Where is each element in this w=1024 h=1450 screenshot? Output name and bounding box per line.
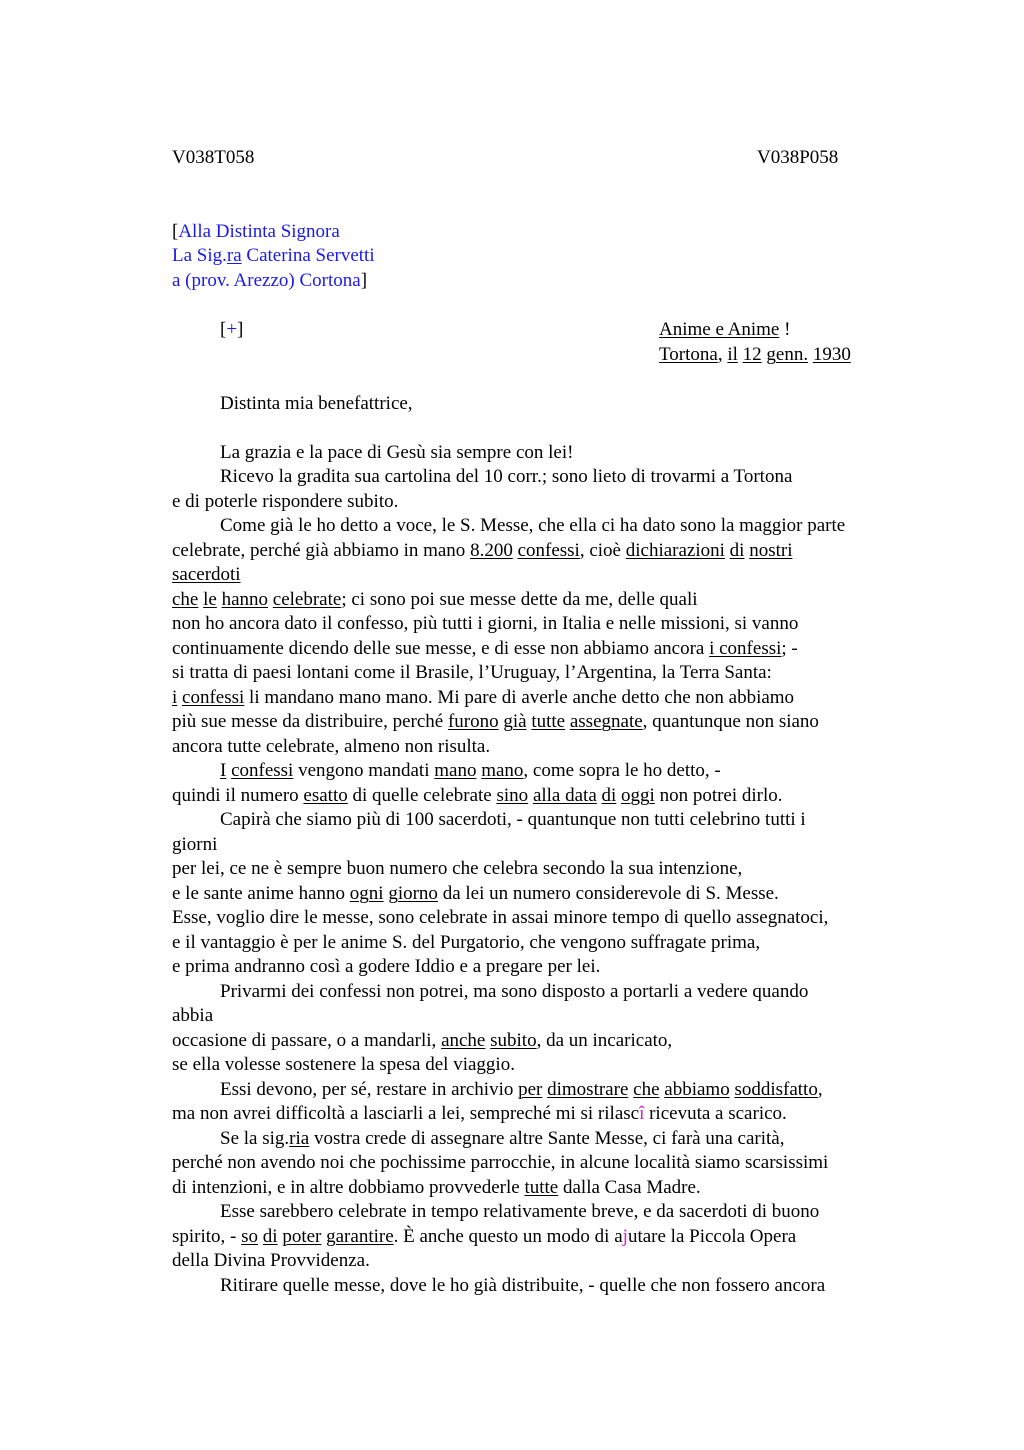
body-line: per lei, ce ne è sempre buon numero che celebra secondo la sua intenzione, [172, 858, 743, 879]
body-line: celebrate, perché già abbiamo in mano 8.200 confessi, cioè dichiarazioni di nostri [172, 540, 793, 561]
body-line: della Divina Provvidenza. [172, 1250, 370, 1271]
body-line: se ella volesse sostenere la spesa del viaggio. [172, 1054, 515, 1075]
place-date: Tortona, il 12 genn. 1930 [659, 344, 851, 365]
salutation: Distinta mia benefattrice, [220, 393, 413, 414]
body-line: che le hanno celebrate; ci sono poi sue messe dette da me, delle quali [172, 589, 698, 610]
body-line: e prima andranno così a godere Iddio e a pregare per lei. [172, 956, 601, 977]
body-line: e il vantaggio è per le anime S. del Purgatorio, che vengono suffragate prima, [172, 932, 761, 953]
motto: Anime e Anime ! [659, 319, 791, 340]
body-line: La grazia e la pace di Gesù sia sempre con lei! [220, 442, 574, 463]
document-code-right: V038P058 [757, 147, 839, 168]
address-line-2: La Sig.ra Caterina Servetti [172, 245, 375, 266]
body-line: ma non avrei difficoltà a lasciarli a lei, sempreché mi si rilascî ricevuta a scarico. [172, 1103, 787, 1124]
body-line: Ricevo la gradita sua cartolina del 10 corr.; sono lieto di trovarmi a Tortona [220, 466, 793, 487]
body-line: Se la sig.ria vostra crede di assegnare altre Sante Messe, ci farà una carità, [220, 1128, 785, 1149]
document-code-left: V038T058 [172, 147, 255, 168]
body-line: abbia [172, 1005, 214, 1026]
body-line: Come già le ho detto a voce, le S. Messe, che ella ci ha dato sono la maggior parte [220, 515, 846, 536]
body-line: e di poterle rispondere subito. [172, 491, 399, 512]
body-line: e le sante anime hanno ogni giorno da lei un numero considerevole di S. Messe. [172, 883, 779, 904]
address-line-3: a (prov. Arezzo) Cortona] [172, 270, 368, 291]
body-line: sacerdoti [172, 564, 241, 585]
body-line: Esse sarebbero celebrate in tempo relativamente breve, e da sacerdoti di buono [220, 1201, 820, 1222]
body-line: Ritirare quelle messe, dove le ho già distribuite, - quelle che non fossero ancora [220, 1275, 826, 1296]
address-line-1: [Alla Distinta Signora [172, 221, 340, 242]
body-line: perché non avendo noi che pochissime parrocchie, in alcune località siamo scarsissimi [172, 1152, 829, 1173]
body-line: Essi devono, per sé, restare in archivio per dimostrare che abbiamo soddisfatto, [220, 1079, 823, 1100]
cross-mark: [+] [220, 319, 244, 340]
body-line: giorni [172, 834, 218, 855]
body-line: Privarmi dei confessi non potrei, ma sono disposto a portarli a vedere quando [220, 981, 809, 1002]
body-line: non ho ancora dato il confesso, più tutti i giorni, in Italia e nelle missioni, si vanno [172, 613, 799, 634]
body-line: i confessi li mandano mano mano. Mi pare di averle anche detto che non abbiamo [172, 687, 795, 708]
body-line: Capirà che siamo più di 100 sacerdoti, - quantunque non tutti celebrino tutti i [220, 809, 806, 830]
body-line: occasione di passare, o a mandarli, anche subito, da un incaricato, [172, 1030, 673, 1051]
body-line: I confessi vengono mandati mano mano, come sopra le ho detto, - [220, 760, 721, 781]
body-line: più sue messe da distribuire, perché furono già tutte assegnate, quantunque non siano [172, 711, 819, 732]
body-line: ancora tutte celebrate, almeno non risulta. [172, 736, 491, 757]
body-line: Esse, voglio dire le messe, sono celebrate in assai minore tempo di quello assegnatoci, [172, 907, 829, 928]
body-line: di intenzioni, e in altre dobbiamo provvederle tutte dalla Casa Madre. [172, 1177, 701, 1198]
body-line: spirito, - so di poter garantire. È anche questo un modo di ajutare la Piccola Opera [172, 1226, 797, 1247]
body-line: continuamente dicendo delle sue messe, e di esse non abbiamo ancora i confessi; - [172, 638, 798, 659]
body-line: si tratta di paesi lontani come il Brasile, l’Uruguay, l’Argentina, la Terra Santa: [172, 662, 772, 683]
body-line: quindi il numero esatto di quelle celebrate sino alla data di oggi non potrei dirlo. [172, 785, 783, 806]
